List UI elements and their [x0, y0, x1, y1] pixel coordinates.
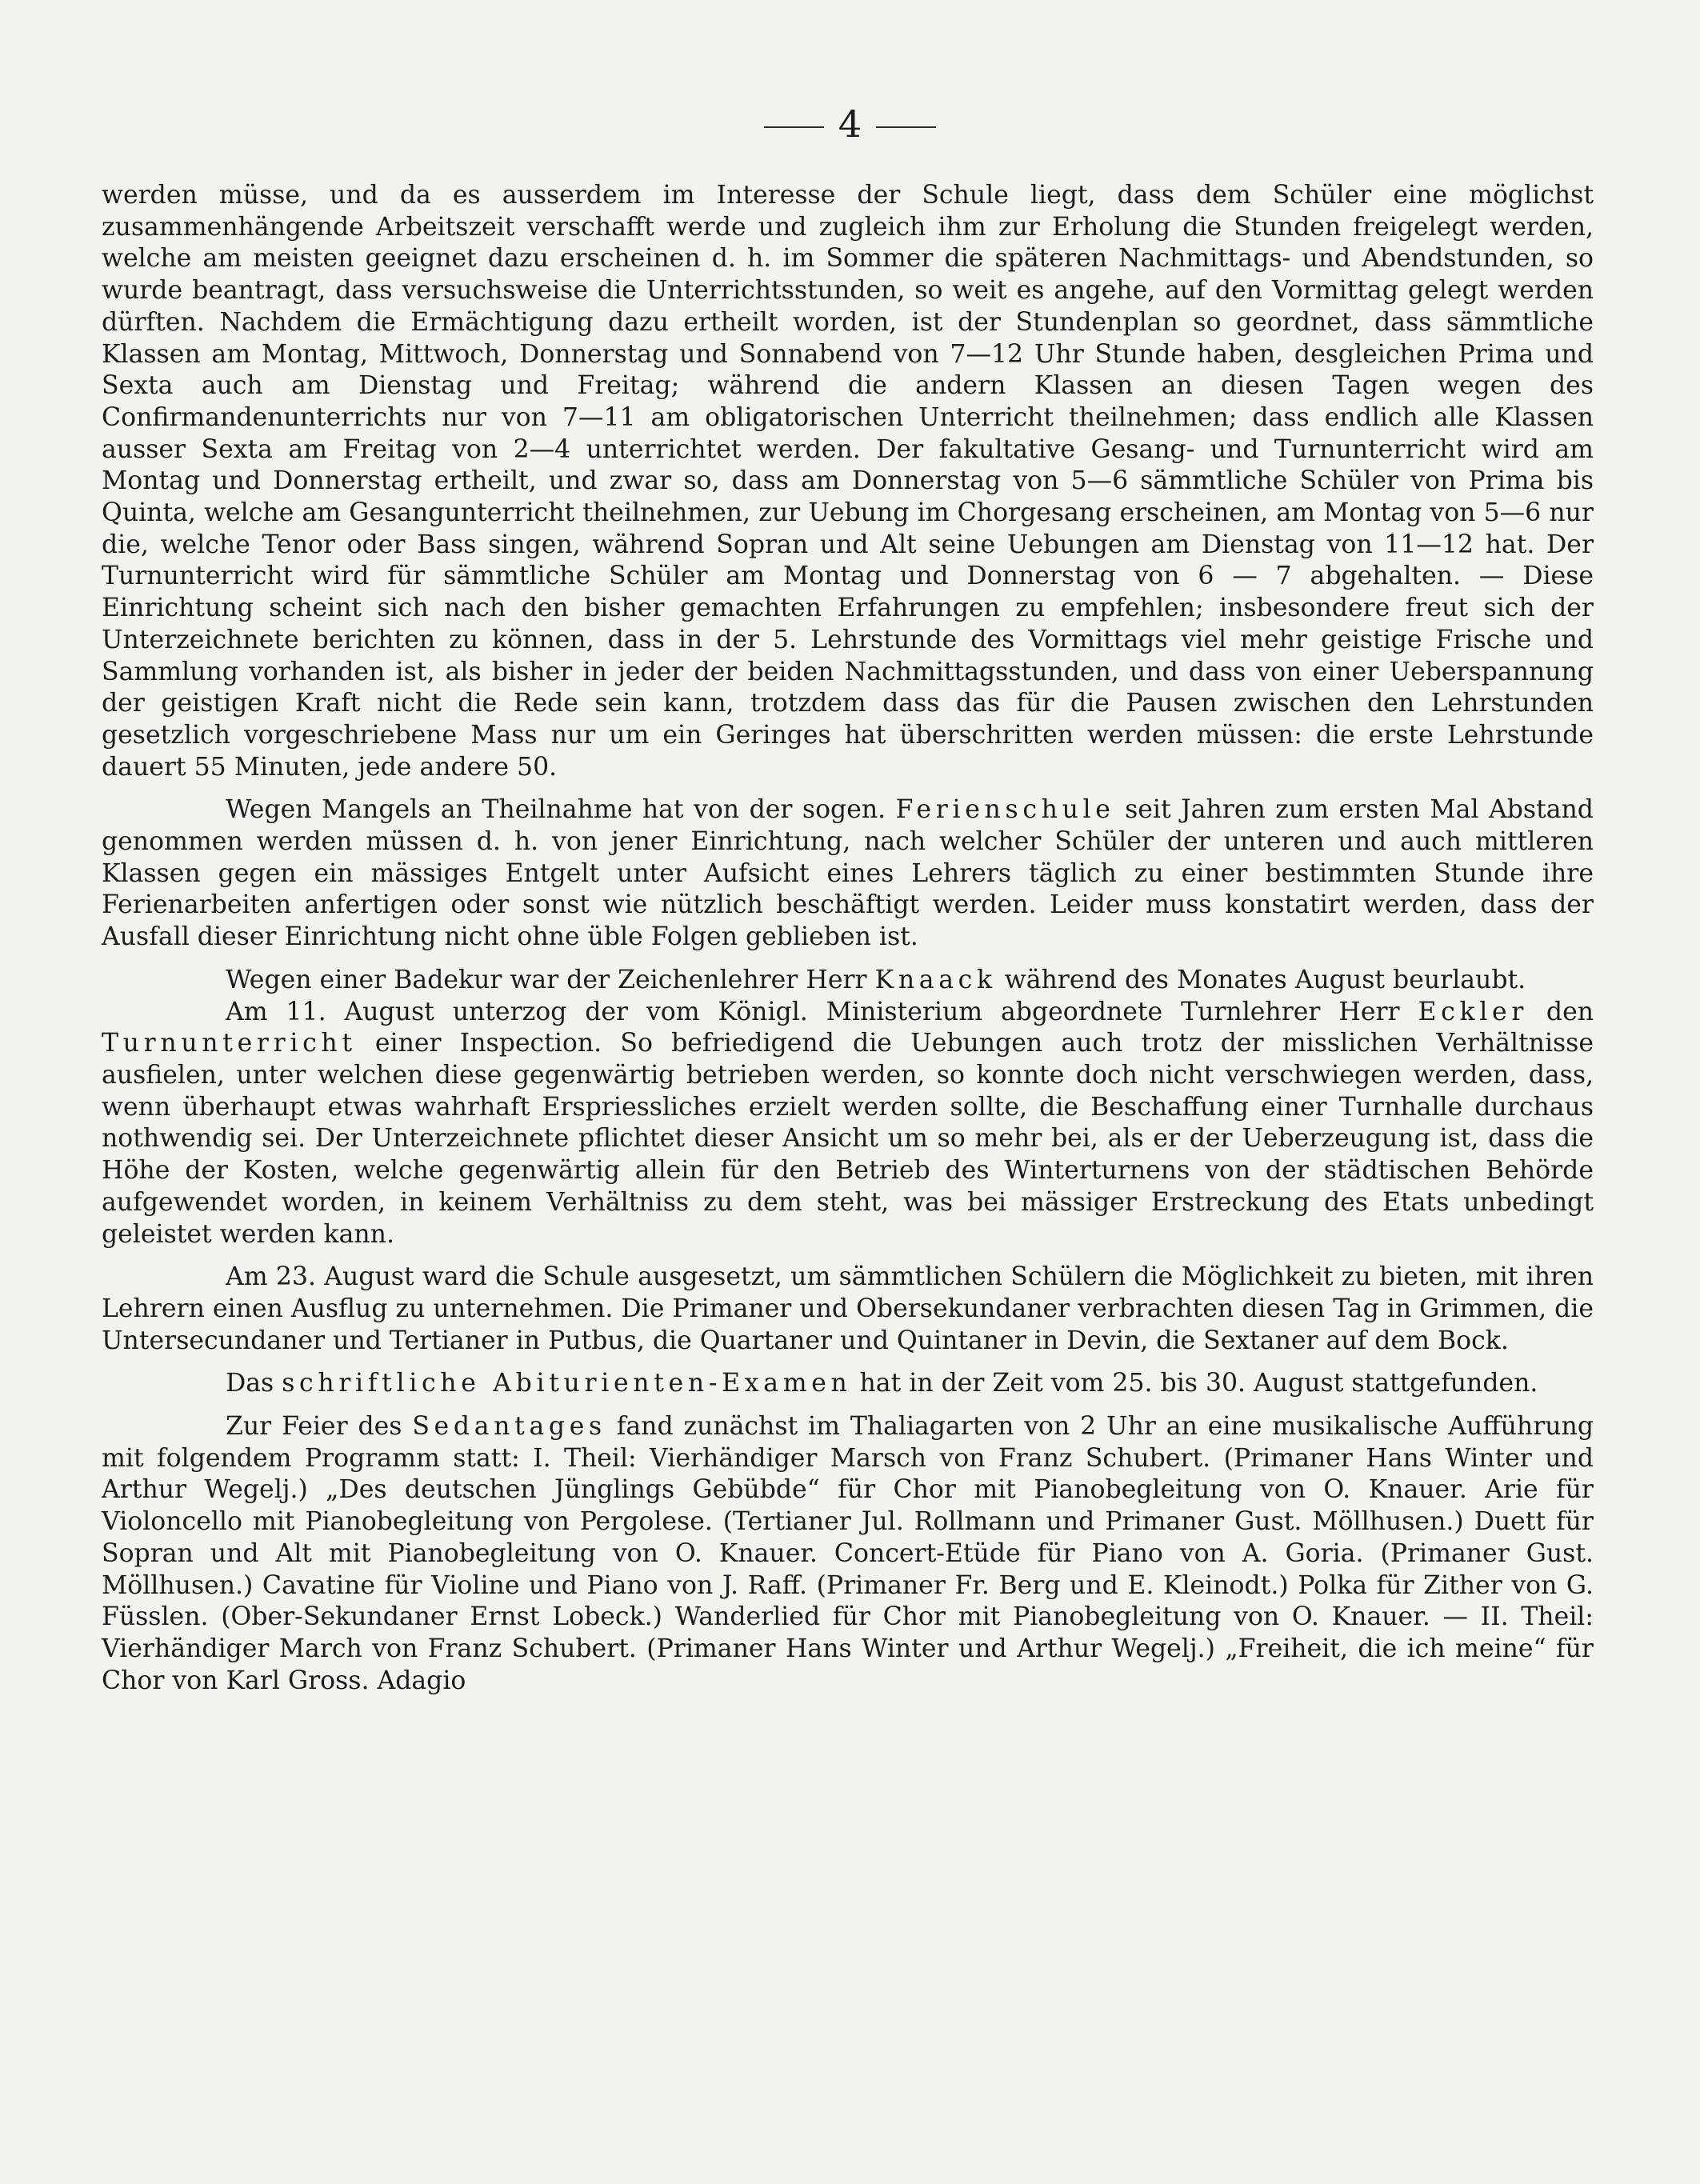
text-run: fand zunächst im Thaliagarten von 2 Uhr an eine musikalische Aufführung mit folgendem Programm statt: I. Theil: Vierhändiger Marsch von Franz Schubert. (Primaner Hans Winter und Arthur Wegelj.) „Des deutschen Jünglings Gebübde“ für Chor mit Pianobegleitung von O. Knauer. Arie für Violoncello mit Pianobegleitung von Pergolese. (Tertianer Jul. Rollmann und Primaner Gust. Möllhusen.) Duett für Sopran und Alt mit Pianobegleitung von O. Knauer. Concert-Etüde für Piano von A. Goria. (Primaner Gust. Möllhusen.) Cavatine für Violine und Piano von J. Raff. (Primaner Fr. Berg und E. Kleinodt.) Polka für Zither von G. Füsslen. (Ober-Sekundaner Ernst Lobeck.) Wanderlied für Chor mit Pianobegleitung von O. Knauer. — II. Theil: Vierhändiger March von Franz Schubert. (Primaner Hans Winter und Arthur Wegelj.) „Freiheit, die ich meine“ für Chor von Karl Gross. Adagio [102, 1412, 1594, 1695]
text-run: Wegen einer Badekur war der Zeichenlehrer Herr [226, 965, 875, 994]
paragraph-7 [102, 1411, 1594, 1697]
page-number [0, 104, 1700, 144]
spaced-term: Turnunterricht [102, 1029, 357, 1058]
text-run: hat in der Zeit vom 25. bis 30. August stattgefunden. [851, 1369, 1538, 1398]
spaced-term: Eckler [1418, 997, 1529, 1026]
spaced-term: Sedantages [412, 1412, 606, 1442]
body-text [102, 180, 1594, 1697]
paragraph-4 [102, 997, 1594, 1251]
spaced-term: Knaack [874, 965, 997, 994]
paragraph-2 [102, 794, 1594, 954]
page-number-text: 4 [838, 102, 862, 146]
text-run: Am 11. August unterzog der vom Königl. Ministerium abgeordnete Turnlehrer Herr [226, 997, 1418, 1026]
paragraph-6 [102, 1368, 1594, 1400]
paragraph-3 [102, 965, 1594, 997]
left-rule [764, 126, 824, 128]
text-run: den [1528, 997, 1594, 1026]
text-run: Das [226, 1369, 282, 1398]
text-run: Zur Feier des [226, 1412, 413, 1442]
right-rule [876, 126, 936, 128]
paragraph-1: werden müsse, und da es ausserdem im Interesse der Schule liegt, dass dem Schüler eine möglichst zusammenhängende Arbeitszeit verschafft werde und zugleich ihm zur Erholung die Stunden freigelegt werden, welche am meisten geeignet dazu erscheinen d. h. im Sommer die späteren Nachmittags- und Abendstunden, so wurde beantragt, dass versuchsweise die Unterrichtsstunden, so weit es angehe, auf den Vormittag gelegt werden dürften. Nachdem die Ermächtigung dazu ertheilt worden, ist der Stundenplan so geordnet, dass sämmtliche Klassen am Montag, Mittwoch, Donnerstag und Sonnabend von 7—12 Uhr Stunde haben, desgleichen Prima und Sexta auch am Dienstag und Freitag; während die andern Klassen an diesen Tagen wegen des Confirmandenunterrichts nur von 7—11 am obligatorischen Unterricht theilnehmen; dass endlich alle Klassen ausser Sexta am Freitag von 2—4 unterrichtet werden. Der fakultative Gesang- und Turnunterricht wird am Montag und Donnerstag ertheilt, und zwar so, dass am Donnerstag von 5—6 sämmtliche Schüler von Prima bis Quinta, welche am Gesangunterricht theilnehmen, zur Uebung im Chorgesang erscheinen, am Montag von 5—6 nur die, welche Tenor oder Bass singen, während Sopran und Alt seine Uebungen am Dienstag von 11—12 hat. Der Turnunterricht wird für sämmtliche Schüler am Montag und Donnerstag von 6 — 7 abgehalten. — Diese Einrichtung scheint sich nach den bisher gemachten Erfahrungen zu empfehlen; insbesondere freut sich der Unterzeichnete berichten zu können, dass in der 5. Lehrstunde des Vormittags viel mehr geistige Frische und Sammlung vorhanden ist, als bisher in jeder der beiden Nachmittagsstunden, und dass von einer Ueberspannung der geistigen Kraft nicht die Rede sein kann, trotzdem dass das für die Pausen zwischen den Lehrstunden gesetzlich vorgeschriebene Mass nur um ein Geringes hat überschritten werden müssen: die erste Lehrstunde dauert 55 Minuten, jede andere 50. [102, 181, 1594, 782]
text-run: einer Inspection. So befriedigend die Uebungen auch trotz der misslichen Verhältnisse ausfielen, unter welchen diese gegenwärtig betrieben werden, so konnte doch nicht verschwiegen werden, dass, wenn überhaupt etwas wahrhaft Erspriessliches erzielt werden sollte, die Beschaffung einer Turnhalle durchaus nothwendig sei. Der Unterzeichnete pflichtet dieser Ansicht um so mehr bei, als er der Ueberzeugung ist, dass die Höhe der Kosten, welche gegenwärtig allein für den Betrieb des Winterturnens von der städtischen Behörde aufgewendet worden, in keinem Verhältniss zu dem steht, was bei mässiger Erstreckung des Etats unbedingt geleistet werden kann. [102, 1029, 1594, 1249]
text-run: seit Jahren zum ersten Mal Abstand genommen werden müssen d. h. von jener Einrichtung, nach welcher Schüler der unteren und auch mittleren Klassen gegen ein mässiges Entgelt unter Aufsicht eines Lehrers täglich zu einer bestimmten Stunde ihre Ferienarbeiten anfertigen oder sonst wie nützlich beschäftigt werden. Leider muss konstatirt werden, dass der Ausfall dieser Einrichtung nicht ohne üble Folgen geblieben ist. [102, 795, 1594, 952]
spaced-term: Ferienschule [895, 795, 1115, 825]
spaced-term: schriftliche Abiturienten-Examen [282, 1369, 852, 1398]
text-run: Wegen Mangels an Theilnahme hat von der sogen. [226, 795, 896, 825]
text-run: während des Monates August beurlaubt. [996, 965, 1526, 994]
paragraph-5: Am 23. August ward die Schule ausgesetzt, um sämmtlichen Schülern die Möglichkeit zu bieten, mit ihren Lehrern einen Ausflug zu unternehmen. Die Primaner und Obersekundaner verbrachten diesen Tag in Grimmen, die Untersecundaner und Tertianer in Putbus, die Quartaner und Quintaner in Devin, die Sextaner auf dem Bock. [102, 1262, 1594, 1355]
